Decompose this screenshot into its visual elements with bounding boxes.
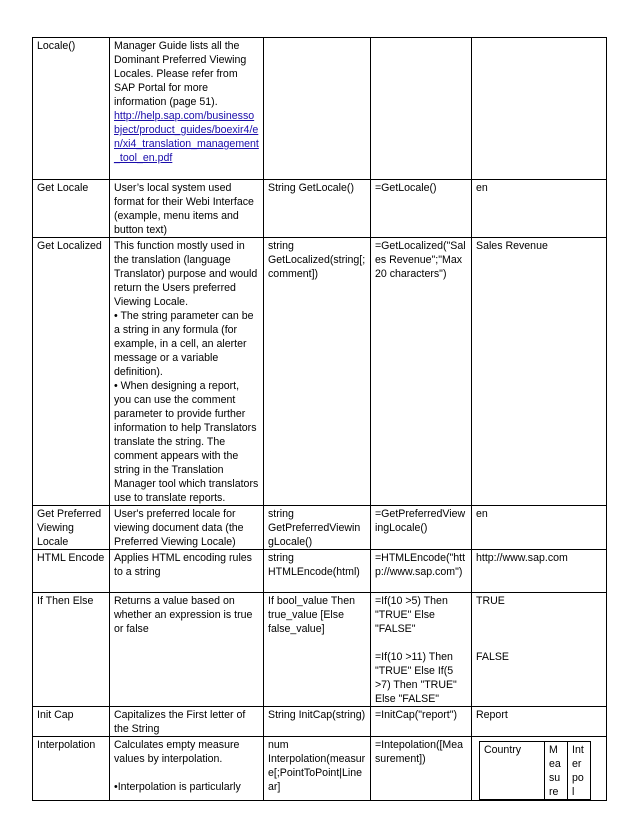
function-syntax [264,38,371,180]
function-output: Report [472,707,607,737]
function-name: Init Cap [33,707,110,737]
function-syntax: String GetLocale() [264,180,371,238]
table-row [33,506,607,550]
function-example: =GetLocalized("Sales Revenue";"Max 20 characters") [371,238,472,506]
function-syntax: String InitCap(string) [264,707,371,737]
function-description [110,38,264,180]
function-description: User's preferred locale for viewing document data (the Preferred Viewing Locale) [110,506,264,550]
mini-header-country: Country [480,742,545,800]
description-paragraph: This function mostly used in the translation (language Translator) purpose and would return the Users preferred Viewing Locale. [114,240,258,308]
description-bullet: •Interpolation is particularly [114,781,241,793]
table-row [33,737,607,801]
function-description: Applies HTML encoding rules to a string [110,550,264,593]
function-output: en [472,180,607,238]
function-syntax: string HTMLEncode(html) [264,550,371,593]
function-output [472,737,607,801]
table-row [33,238,607,506]
function-output [472,38,607,180]
function-name: Get Preferred Viewing Locale [33,506,110,550]
function-syntax: If bool_value Then true_value [Else false_value] [264,593,371,707]
function-description [110,737,264,801]
function-example: =GetPreferredViewingLocale() [371,506,472,550]
example-false: =If(10 >11) Then "TRUE" Else If(5 >7) Then "TRUE" Else "FALSE" [375,651,457,705]
function-example: =Intepolation([Measurement]) [371,737,472,801]
function-syntax: num Interpolation(measure[;PointToPoint|Linear] [264,737,371,801]
table-row [33,593,607,707]
example-true: =If(10 >5) Then "TRUE" Else "FALSE" [375,595,448,635]
function-example: =InitCap("report") [371,707,472,737]
function-description: User’s local system used format for their Webi Interface (example, menu items and button text) [110,180,264,238]
function-output: Sales Revenue [472,238,607,506]
function-syntax: string GetPreferredViewingLocale() [264,506,371,550]
output-false: FALSE [476,651,509,663]
description-paragraph: Calculates empty measure values by interpolation. [114,739,240,765]
description-bullet: • When designing a report, you can use the comment parameter to provide further information to help Translators translate the string. The comment appears with the string in the Translation Manager tool which translators use to translate reports. [114,380,259,504]
function-description [110,238,264,506]
function-name: If Then Else [33,593,110,707]
function-output: en [472,506,607,550]
function-example: =HTMLEncode("http://www.sap.com") [371,550,472,593]
description-bullet: • The string parameter can be a string in any formula (for example, in a cell, an alerter message or a variable definition). [114,310,254,378]
function-output [472,593,607,707]
mini-header-interpol: Interpol [568,742,591,800]
table-row [33,550,607,593]
function-example [371,38,472,180]
function-name: Get Locale [33,180,110,238]
function-description: Capitalizes the First letter of the String [110,707,264,737]
function-name: Locale() [33,38,110,180]
function-example: =GetLocale() [371,180,472,238]
interpolation-mini-table [479,741,591,800]
description-text: Manager Guide lists all the Dominant Preferred Viewing Locales. Please refer from SAP Portal for more information (page 51). [114,40,247,108]
function-syntax: string GetLocalized(string[;comment]) [264,238,371,506]
function-name: HTML Encode [33,550,110,593]
mini-header-measure: Measure [545,742,568,800]
table-row [33,180,607,238]
table-row [33,38,607,180]
translation-guide-link[interactable]: http://help.sap.com/businessobject/product_guides/boexir4/en/xi4_translation_management_tool_en.pdf [114,110,259,164]
function-description: Returns a value based on whether an expression is true or false [110,593,264,707]
function-name: Interpolation [33,737,110,801]
functions-table [32,37,607,801]
table-row [33,707,607,737]
output-true: TRUE [476,595,505,607]
function-example [371,593,472,707]
function-name: Get Localized [33,238,110,506]
function-output: http://www.sap.com [472,550,607,593]
